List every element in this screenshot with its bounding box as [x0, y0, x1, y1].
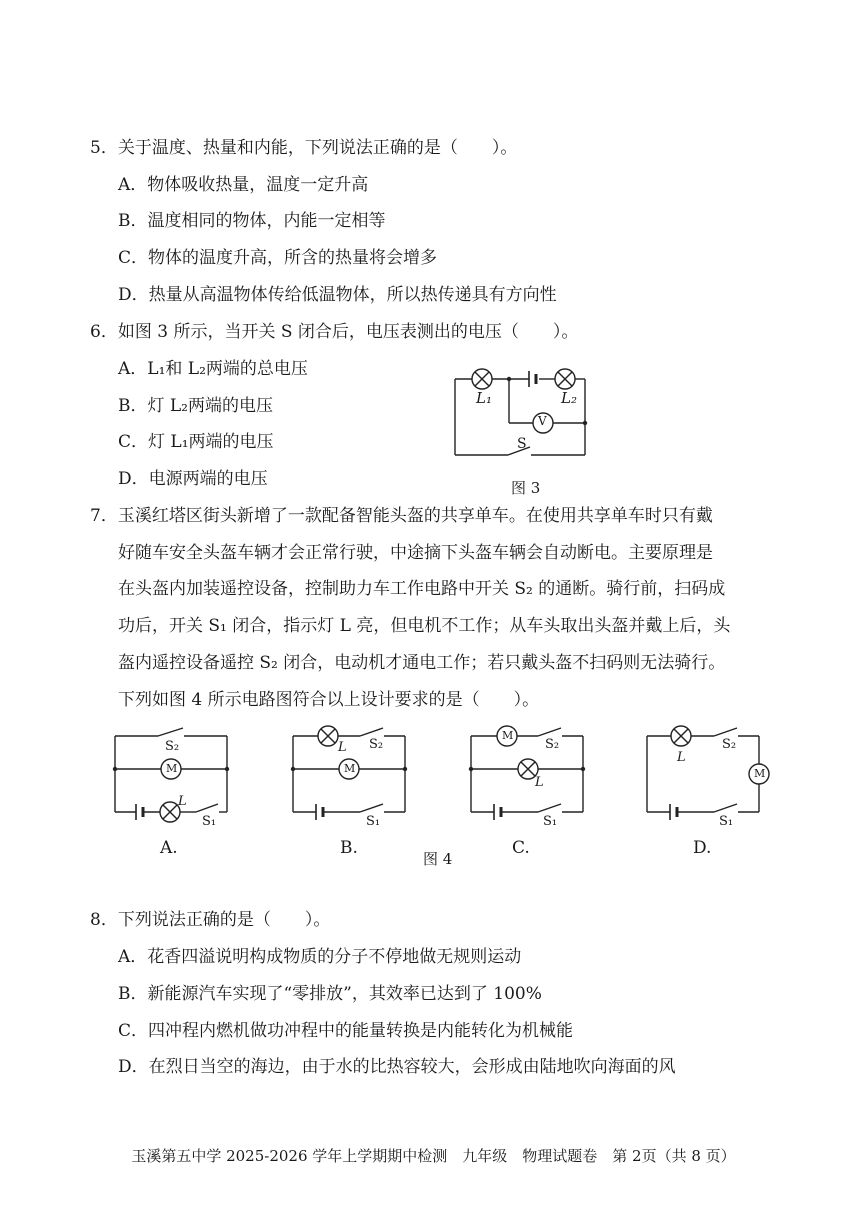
- q7-line-5: 盔内遥控设备遥控 S₂ 闭合，电动机才通电工作；若只戴头盔不扫码则无法骑行。: [118, 653, 726, 673]
- fig4c-lamp: L: [535, 775, 544, 790]
- fig4-caption: 图 4: [423, 850, 453, 868]
- fig4c-s2: S₂: [545, 737, 560, 752]
- fig4-option-c: C.: [512, 838, 530, 858]
- fig3-caption: 图 3: [511, 479, 541, 497]
- q8-option-a: A．花香四溢说明构成物质的分子不停地做无规则运动: [118, 947, 522, 967]
- fig3-label-s: S: [517, 436, 527, 452]
- q6-option-d: D．电源两端的电压: [118, 469, 268, 489]
- q8-stem: 8．下列说法正确的是（ ）。: [90, 910, 331, 930]
- fig4d-motor: M: [754, 767, 766, 780]
- fig4b-s2: S₂: [369, 737, 384, 752]
- q5-option-a: A．物体吸收热量，温度一定升高: [118, 175, 369, 195]
- q6-option-b: B．灯 L₂两端的电压: [118, 396, 274, 416]
- fig4b-s1: S₁: [366, 814, 381, 829]
- q5-stem: 5．关于温度、热量和内能，下列说法正确的是（ ）。: [90, 138, 518, 158]
- fig4a-motor: M: [166, 762, 178, 775]
- fig4-option-a: A.: [160, 838, 178, 858]
- fig4a-s2: S₂: [165, 739, 180, 754]
- q7-line-6: 下列如图 4 所示电路图符合以上设计要求的是（ ）。: [118, 690, 540, 710]
- page-footer: 玉溪第五中学 2025-2026 学年上学期期中检测 九年级 物理试题卷 第 2页（共 8 页）: [131, 1147, 736, 1165]
- q5-option-b: B．温度相同的物体，内能一定相等: [118, 211, 386, 231]
- q7-line-4: 功后，开关 S₁ 闭合，指示灯 L 亮，但电机不工作；从车头取出头盔并戴上后，头: [118, 616, 731, 636]
- q8-option-c: C．四冲程内燃机做功冲程中的能量转换是内能转化为机械能: [118, 1021, 574, 1041]
- q7-line-3: 在头盔内加装遥控设备，控制助力车工作电路中开关 S₂ 的通断。骑行前，扫码成: [118, 579, 726, 599]
- fig4a-lamp: L: [178, 794, 187, 809]
- circuit-c: [471, 726, 583, 820]
- fig4-option-d: D.: [693, 838, 712, 858]
- fig4b-lamp: L: [338, 740, 347, 755]
- fig4d-lamp: L: [677, 750, 686, 765]
- fig3-label-l2: L₂: [561, 389, 577, 407]
- q7-line-2: 好随车安全头盔车辆才会正常行驶，中途摘下头盔车辆会自动断电。主要原理是: [118, 543, 713, 563]
- q7-line-1: 7．玉溪红塔区街头新增了一款配备智能头盔的共享单车。在使用共享单车时只有戴: [90, 506, 713, 526]
- fig4c-s1: S₁: [543, 814, 558, 829]
- fig4d-s1: S₁: [719, 814, 734, 829]
- fig4-option-b: B.: [340, 838, 358, 858]
- q5-option-c: C．物体的温度升高，所含的热量将会增多: [118, 248, 438, 268]
- fig4b-motor: M: [344, 762, 356, 775]
- fig4c-motor: M: [502, 729, 514, 742]
- q8-option-d: D．在烈日当空的海边，由于水的比热容较大，会形成由陆地吹向海面的风: [118, 1057, 676, 1077]
- q6-option-c: C．灯 L₁两端的电压: [118, 432, 274, 452]
- fig4a-s1: S₁: [202, 814, 217, 829]
- fig3-label-v: V: [538, 414, 547, 428]
- q6-option-a: A．L₁和 L₂两端的总电压: [118, 359, 308, 379]
- fig4d-s2: S₂: [722, 737, 737, 752]
- q5-option-d: D．热量从高温物体传给低温物体，所以热传递具有方向性: [118, 285, 557, 305]
- circuit-d: [647, 726, 769, 820]
- q8-option-b: B．新能源汽车实现了“零排放”，其效率已达到了 100%: [118, 984, 542, 1004]
- q6-stem: 6．如图 3 所示，当开关 S 闭合后，电压表测出的电压（ ）。: [90, 322, 579, 342]
- fig3-label-l1: L₁: [476, 389, 492, 407]
